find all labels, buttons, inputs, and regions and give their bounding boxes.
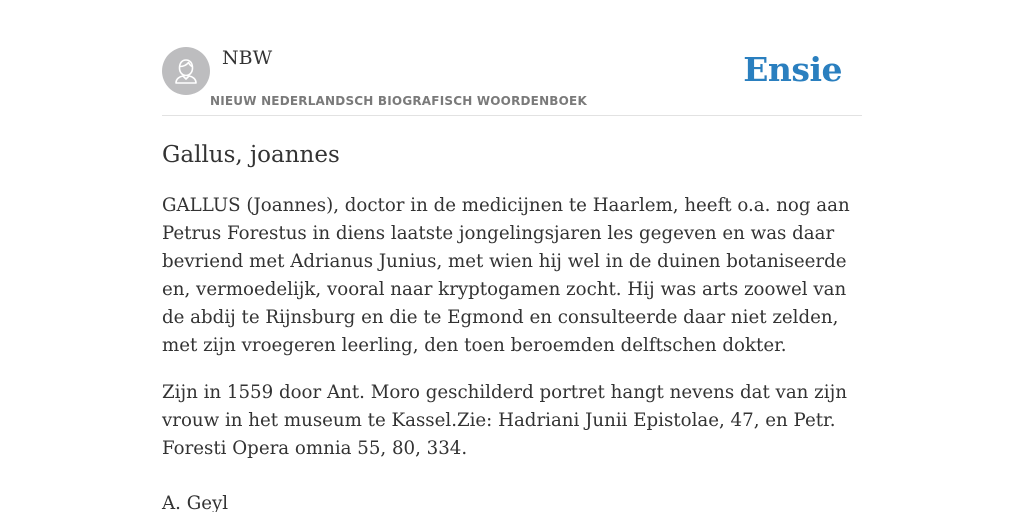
article-paragraph: GALLUS (Joannes), doctor in de medicijnen te Haarlem, heeft o.a. nog aan Petrus Forestus in diens laatste jongelingsjaren les gegeven en was daar bevriend met Adrianus Junius, met wien hij wel in de duinen botaniseerde en, vermoedelijk, vooral naar kryptogamen zocht. Hij was arts zoowel van de abdij te Rijnsburg en die te Egmond en consulteerde daar niet zelden, met zijn vroegeren leerling, den toen beroemden delftschen dokter.	[162, 195, 850, 356]
article-author: A. Geyl	[162, 493, 229, 512]
article-paragraph: Zijn in 1559 door Ant. Moro geschilderd portret hangt nevens dat van zijn vrouw in het museum te Kassel.Zie: Hadriani Junii Epistolae, 47, en Petr. Foresti Opera omnia 55, 80, 334.	[162, 382, 847, 459]
source-header	[162, 46, 862, 116]
brand-logo[interactable]: Ensie	[743, 50, 842, 89]
source-name[interactable]: NBW	[222, 47, 273, 69]
source-subtitle: NIEUW NEDERLANDSCH BIOGRAFISCH WOORDENBOEK	[210, 94, 587, 108]
article-title: Gallus, joannes	[162, 142, 340, 168]
user-icon	[162, 47, 210, 95]
avatar[interactable]	[162, 47, 210, 95]
